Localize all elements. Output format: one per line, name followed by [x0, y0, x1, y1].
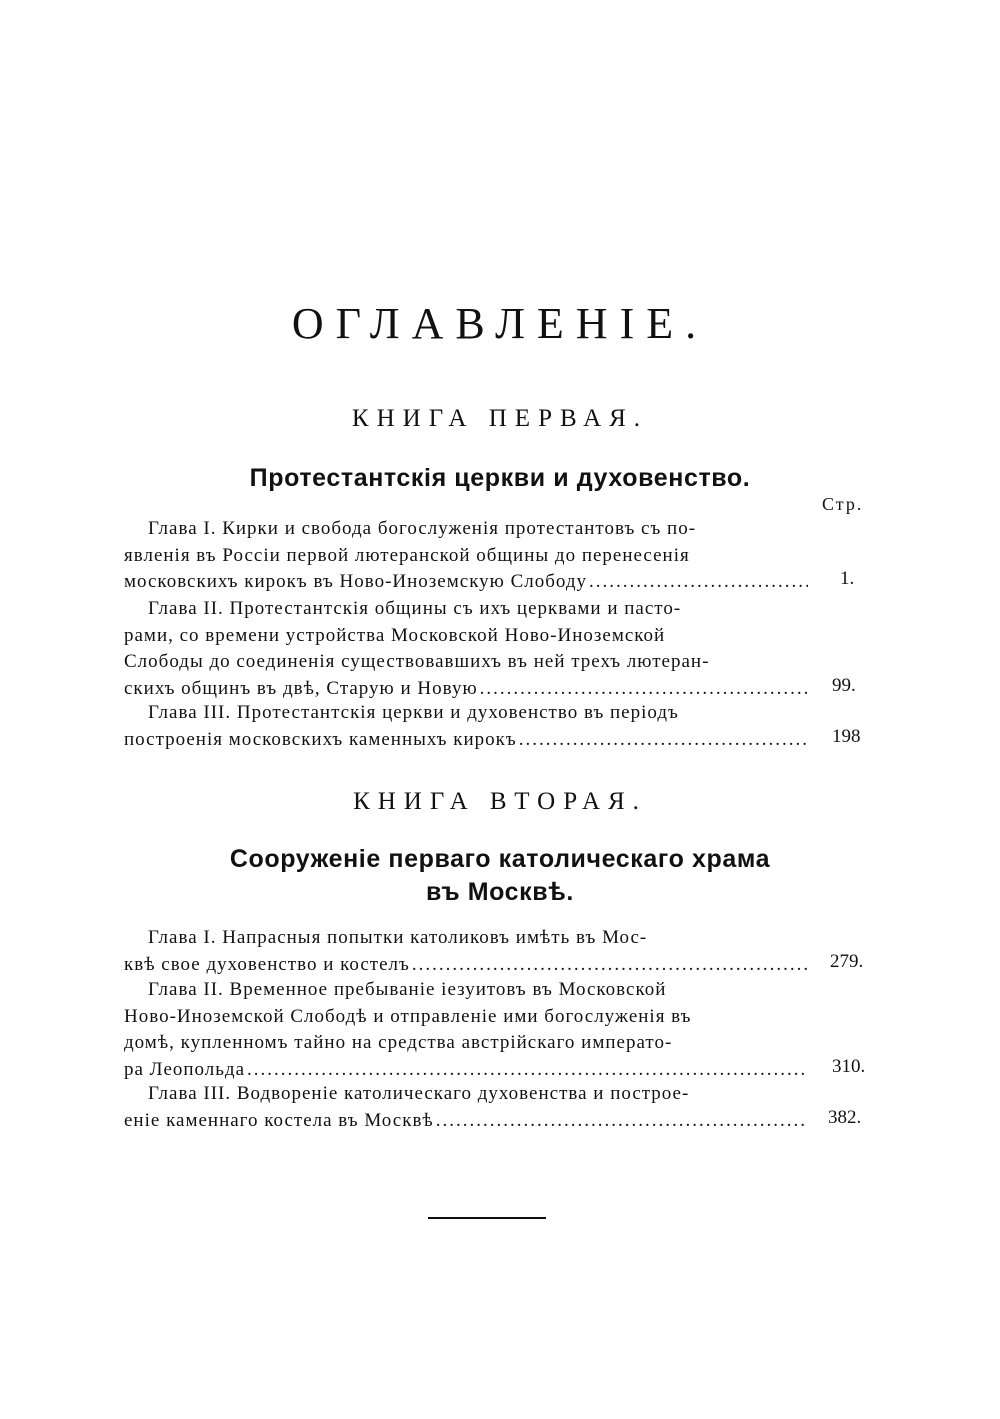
toc-page-number: 310.	[832, 1056, 866, 1077]
book-one-title: КНИГА ПЕРВАЯ.	[351, 405, 649, 432]
dot-leader	[436, 1108, 808, 1135]
toc-entry-last-line	[124, 952, 814, 979]
toc-page-number: 99.	[832, 675, 856, 696]
toc-entry-line: скихъ общинъ въ двѣ, Старую и Новую	[124, 677, 478, 699]
toc-entry-line: еніе каменнаго костела въ Москвѣ	[124, 1109, 434, 1131]
book-two-subtitle	[110, 843, 890, 909]
toc-entry-book2-chapter3[interactable]	[124, 1081, 814, 1134]
toc-entry-book1-chapter3[interactable]	[124, 700, 814, 753]
toc-entry-line: Глава III. Водвореніе католическаго духовенства и построе-	[148, 1083, 690, 1104]
dot-leader	[412, 952, 808, 979]
book-two-title: КНИГА ВТОРАЯ.	[353, 788, 647, 815]
page-title: ОГЛАВЛЕНІЕ.	[291, 299, 709, 348]
toc-entry-line: Ново-Иноземской Слободѣ и отправленіе ими богослуженія въ	[124, 1005, 692, 1027]
toc-entry-book2-chapter1[interactable]	[124, 925, 814, 978]
toc-entry-line: рами, со времени устройства Московской Ново-Иноземской	[124, 624, 666, 646]
toc-entry-line: Глава II. Временное пребываніе іезуитовъ въ Московской	[148, 979, 667, 1000]
toc-page-number: 279.	[830, 951, 864, 972]
book-one-subtitle: Протестантскія церкви и духовенство.	[249, 464, 751, 492]
toc-entry-last-line	[124, 1108, 814, 1135]
dot-leader	[519, 727, 808, 754]
dot-leader	[247, 1057, 808, 1084]
toc-entry-last-line	[124, 727, 814, 754]
toc-entry-last-line	[124, 676, 814, 703]
toc-entry-line: ра Леопольда	[124, 1058, 246, 1080]
dot-leader	[589, 569, 808, 596]
toc-entry-last-line	[124, 569, 814, 596]
page-column-label: Стр.	[822, 494, 864, 514]
toc-entry-line: построенія московскихъ каменныхъ кирокъ	[124, 728, 517, 750]
book-two-subtitle-line: Сооруженіе перваго католическаго храма	[229, 845, 771, 873]
toc-page-number: 1.	[840, 568, 855, 589]
toc-entry-line: Слободы до соединенія существовавшихъ въ ней трехъ лютеран-	[124, 651, 710, 672]
closing-rule	[428, 1217, 546, 1219]
toc-entry-line: явленія въ Россіи первой лютеранской общины до перенесенія	[124, 544, 690, 566]
toc-entry-line: квѣ свое духовенство и костелъ	[124, 953, 410, 975]
toc-entry-last-line	[124, 1057, 814, 1084]
toc-entry-line: домѣ, купленномъ тайно на средства австрійскаго императо-	[124, 1032, 673, 1053]
toc-entry-book1-chapter1[interactable]	[124, 516, 814, 596]
dot-leader	[480, 676, 808, 703]
toc-page-number: 198	[832, 726, 861, 747]
toc-entry-book2-chapter2[interactable]	[124, 977, 814, 1083]
toc-entry-line: Глава III. Протестантскія церкви и духовенство въ періодъ	[148, 702, 679, 723]
toc-entry-line: Глава I. Кирки и свобода богослуженія протестантовъ съ по-	[148, 518, 697, 539]
toc-entry-line: московскихъ кирокъ въ Ново-Иноземскую Слободу	[124, 571, 588, 592]
toc-entry-line: Глава I. Напрасныя попытки католиковъ имѣть въ Мос-	[148, 927, 648, 948]
toc-entry-book1-chapter2[interactable]	[124, 596, 814, 702]
toc-entry-line: Глава II. Протестантскія общины съ ихъ церквами и пасто-	[148, 598, 682, 619]
book-two-subtitle-line: въ Москвѣ.	[426, 878, 574, 906]
toc-page-number: 382.	[828, 1107, 862, 1128]
